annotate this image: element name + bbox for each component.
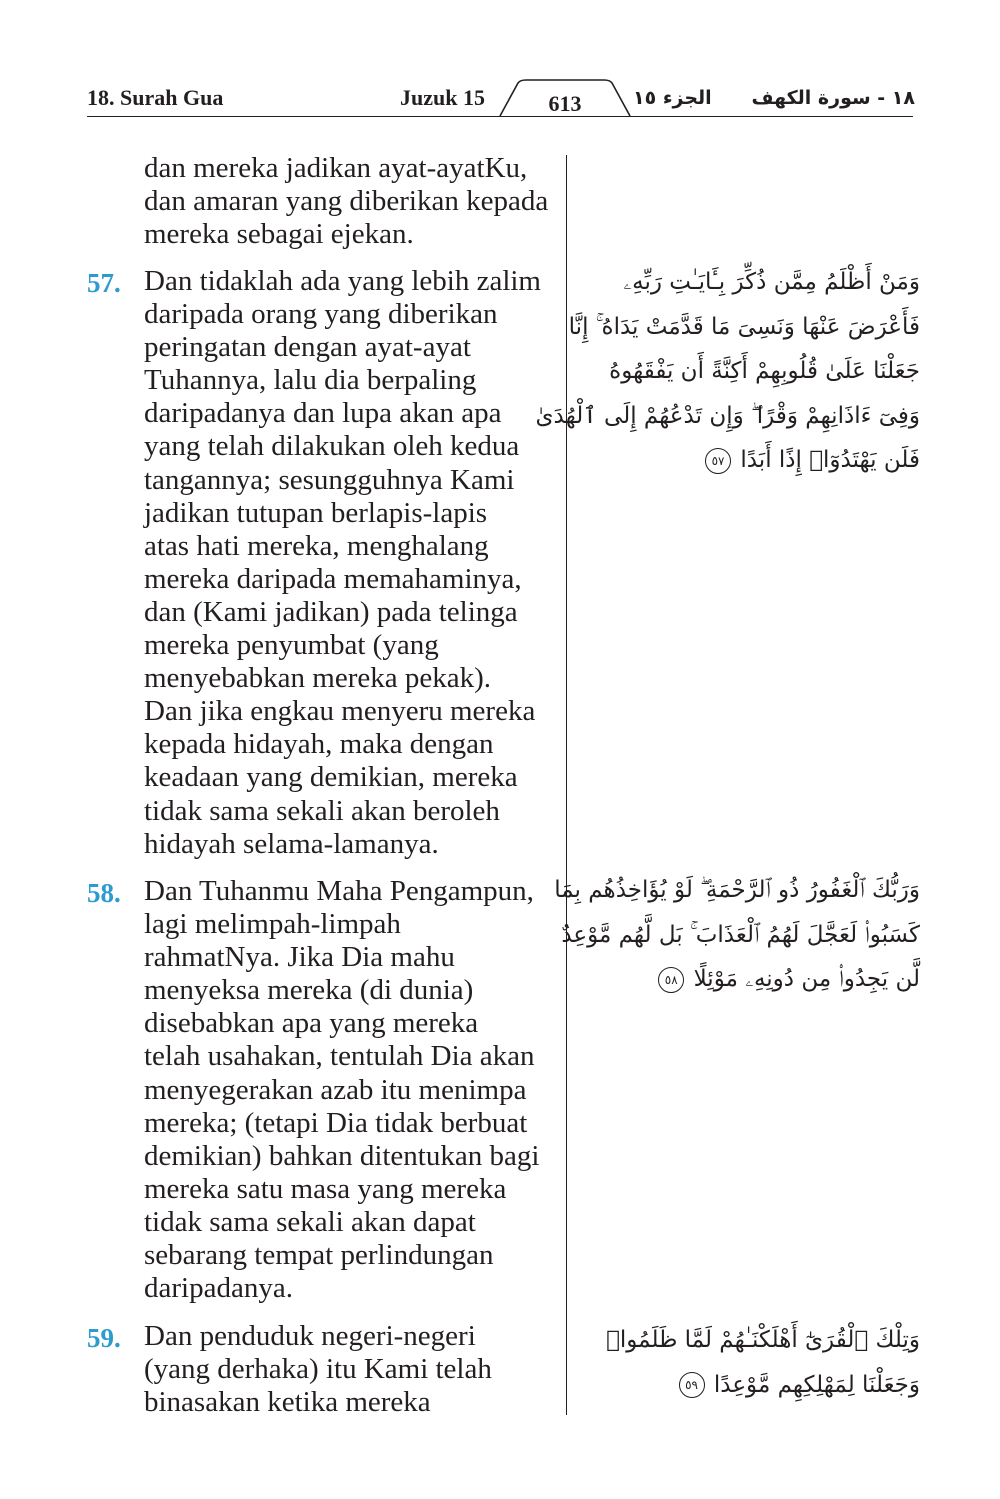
verse-number-58: 58. — [87, 878, 121, 908]
translation-line: menyegerakan azab itu menimpa — [144, 1073, 527, 1106]
arabic-line-end — [600, 438, 920, 483]
arabic-line-text: وَجَعَلْنَا لِمَهْلِكِهِم مَّوْعِدًا — [713, 1371, 920, 1398]
translation-line: menyeksa mereka (di dunia) — [144, 974, 474, 1007]
translation-line: yang telah dilakukan oleh kedua — [144, 430, 520, 463]
translation-line: mereka satu masa yang mereka — [144, 1172, 507, 1205]
arabic-line: جَعَلْنَا عَلَىٰ قُلُوبِهِمْ أَكِنَّةً أَن يَفْقَهُوهُ — [609, 358, 920, 384]
page-number: 613 — [548, 91, 582, 116]
header-surah-title: 18. Surah Gua — [87, 85, 224, 110]
translation-line: lagi melimpah-limpah — [144, 908, 401, 941]
translation-line: disebabkan apa yang mereka — [144, 1007, 479, 1040]
translation-line: daripadanya. — [144, 1272, 293, 1305]
arabic-verse-57 — [535, 260, 920, 483]
arabic-line: وَفِىٓ ءَاذَانِهِمْ وَقْرًا ۖ وَإِن تَدْعُهُمْ إِلَى ٱلْهُدَىٰ — [535, 402, 920, 429]
translation-verse-59 — [144, 1320, 564, 1419]
translation-line: dan amaran yang diberikan kepada — [144, 185, 549, 218]
translation-line: dan mereka jadikan ayat-ayatKu, — [144, 152, 528, 184]
arabic-line: كَسَبُوا۟ لَعَجَّلَ لَهُمُ ٱلْعَذَابَ ۚ بَل لَّهُم مَّوْعِدٌ — [561, 921, 920, 948]
translation-verse-57 — [144, 265, 564, 861]
translation-line: Dan jika engkau menyeru mereka — [144, 695, 536, 728]
translation-line: Dan tidaklah ada yang lebih zalim — [144, 265, 541, 297]
translation-line: keadaan yang demikian, mereka — [144, 761, 518, 794]
translation-line: daripadanya dan lupa akan apa — [144, 397, 502, 430]
arabic-line: وَمَنْ أَظْلَمُ مِمَّن ذُكِّرَ بِـَٔايَـٰتِ رَبِّهِۦ — [623, 269, 920, 295]
verse-number-57: 57. — [87, 268, 121, 298]
arabic-line-end — [600, 1363, 920, 1408]
translation-line: atas hati mereka, menghalang — [144, 529, 489, 562]
header-surah-arabic: ١٨ - سورة الكهف — [751, 87, 915, 109]
arabic-line-text: لَّن يَجِدُوا۟ مِن دُونِهِۦ مَوْئِلًا — [693, 966, 920, 992]
arabic-verse-59 — [600, 1318, 920, 1407]
verse-number-59: 59. — [87, 1323, 121, 1353]
translation-line: mereka daripada memahaminya, — [144, 562, 522, 595]
translation-line: rahmatNya. Jika Dia mahu — [144, 941, 455, 974]
translation-line: mereka sebagai ejekan. — [144, 218, 414, 251]
arabic-line: وَرَبُّكَ ٱلْغَفُورُ ذُو ٱلرَّحْمَةِ ۖ لَوْ يُؤَاخِذُهُم بِمَا — [554, 877, 920, 903]
translation-line: binasakan ketika mereka — [144, 1386, 431, 1419]
translation-line: daripada orang yang diberikan — [144, 298, 498, 331]
translation-line: hidayah selama-lamanya. — [144, 827, 439, 860]
translation-line: dan (Kami jadikan) pada telinga — [144, 595, 518, 628]
translation-line: demikian) bahkan ditentukan bagi — [144, 1139, 540, 1172]
header-juzuk: Juzuk 15 — [400, 85, 485, 110]
translation-line: telah usahakan, tentulah Dia akan — [144, 1040, 535, 1073]
translation-line: jadikan tutupan berlapis-lapis — [144, 496, 488, 529]
translation-intro — [144, 152, 564, 251]
arabic-line: وَتِلْكَ ٱلْقُرَىٰٓ أَهْلَكْنَـٰهُمْ لَمَّا ظَلَمُوا۟ — [606, 1327, 920, 1353]
translation-line: mereka penyumbat (yang — [144, 629, 439, 662]
ayah-end-marker: ٥٧ — [705, 448, 731, 474]
arabic-verse-58 — [554, 868, 920, 1002]
arabic-line-end — [600, 957, 920, 1002]
translation-line: peringatan dengan ayat-ayat — [144, 331, 471, 364]
translation-line: tidak sama sekali akan beroleh — [144, 794, 500, 827]
ayah-end-marker: ٥٩ — [679, 1372, 705, 1398]
translation-line: Dan Tuhanmu Maha Pengampun, — [144, 875, 534, 907]
translation-line: kepada hidayah, maka dengan — [144, 728, 494, 761]
translation-line: sebarang tempat perlindungan — [144, 1239, 494, 1272]
translation-verse-58 — [144, 875, 564, 1305]
arabic-line: فَأَعْرَضَ عَنْهَا وَنَسِىَ مَا قَدَّمَتْ يَدَاهُ ۚ إِنَّا — [568, 313, 920, 340]
header-juz-arabic: الجزء ١٥ — [633, 87, 712, 109]
arabic-line-text: فَلَن يَهْتَدُوٓا۟ إِذًا أَبَدًا — [740, 447, 920, 473]
translation-line: menyebabkan mereka pekak). — [144, 662, 492, 695]
translation-line: (yang derhaka) itu Kami telah — [144, 1353, 492, 1386]
header-rule — [87, 116, 913, 117]
column-divider — [566, 155, 567, 1415]
translation-line: Tuhannya, lalu dia berpaling — [144, 364, 477, 397]
ayah-end-marker: ٥٨ — [658, 967, 684, 993]
translation-line: tangannya; sesungguhnya Kami — [144, 463, 515, 496]
translation-line: Dan penduduk negeri-negeri — [144, 1320, 476, 1352]
translation-line: mereka; (tetapi Dia tidak berbuat — [144, 1106, 528, 1139]
translation-line: tidak sama sekali akan dapat — [144, 1205, 476, 1238]
